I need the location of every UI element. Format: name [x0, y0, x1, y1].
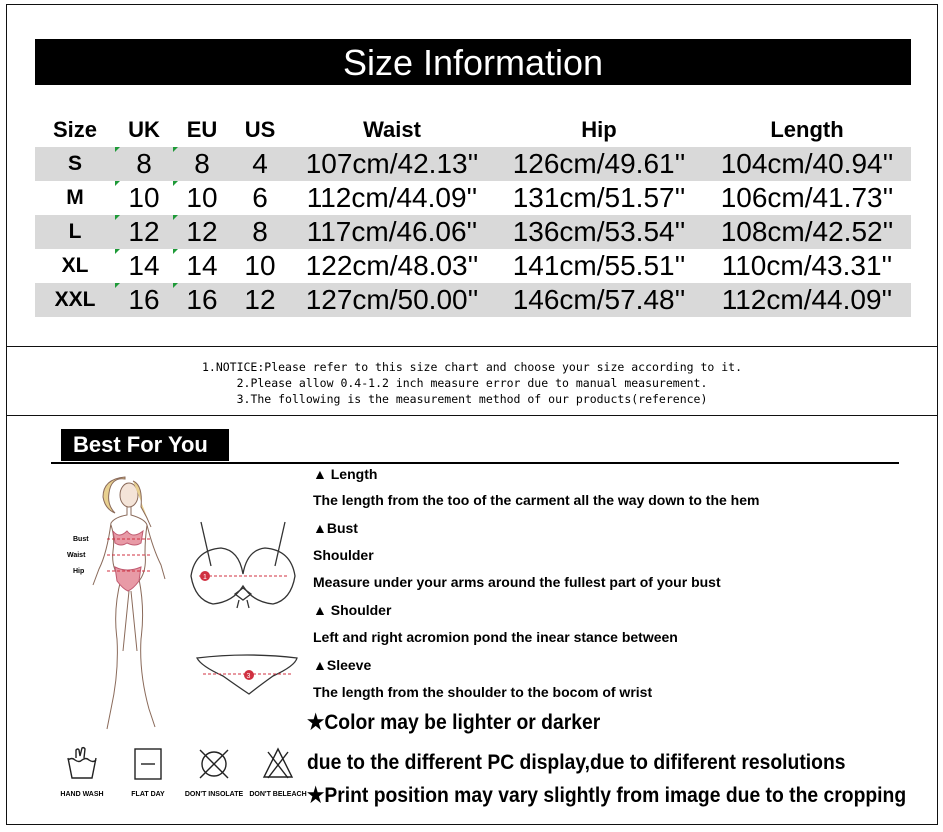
display-note: due to the different PC display,due to dififerent resolutions [307, 751, 846, 774]
size-cell: L [35, 215, 115, 249]
care-do-not-insulate [179, 746, 249, 798]
length-cell: 108cm/42.52'' [703, 215, 911, 249]
uk-cell: 12 [115, 215, 173, 249]
care-label: DON'T BELEACH [249, 791, 307, 798]
table-row [35, 147, 911, 181]
hip-badge: 3 [246, 673, 251, 680]
briefs-sketch-illustration [193, 652, 303, 698]
uk-cell: 16 [115, 283, 173, 317]
length-cell: 112cm/44.09'' [703, 283, 911, 317]
notice-line: 1.NOTICE:Please refer to this size chart and choose your size according to it. [201, 360, 743, 374]
uk-cell: 10 [115, 181, 173, 215]
length-cell: 110cm/43.31'' [721, 250, 893, 281]
col-header: US [244, 117, 276, 142]
us-cell: 8 [231, 215, 289, 249]
col-header: UK [128, 117, 160, 142]
col-header: EU [186, 117, 218, 142]
size-information-panel [6, 4, 938, 347]
size-cell: S [35, 147, 115, 181]
waist-cell: 117cm/46.06'' [289, 215, 495, 249]
sleeve-heading: ▲Sleeve [313, 657, 372, 673]
care-label: FLAT DAY [131, 791, 165, 798]
waist-label: Waist [67, 552, 86, 559]
best-for-you-tab: Best For You [61, 429, 229, 461]
notice-panel [6, 346, 938, 416]
care-label: DON'T INSOLATE [184, 791, 244, 798]
us-cell: 6 [252, 182, 268, 213]
bust-badge: 1 [203, 574, 207, 581]
hip-cell: 141cm/55.51'' [512, 250, 686, 281]
col-header: Size [52, 117, 98, 142]
do-not-bleach-icon [260, 746, 296, 782]
care-label: HAND WASH [60, 791, 104, 798]
bust-heading: ▲Bust [313, 520, 358, 536]
waist-cell: 127cm/50.00'' [289, 283, 495, 317]
uk-cell: 14 [115, 249, 173, 283]
hip-cell: 146cm/57.48'' [495, 283, 703, 317]
print-note: ★Print position may vary slightly from image due to the cropping [307, 784, 907, 807]
size-table-header [35, 113, 911, 147]
divider [51, 462, 899, 464]
table-row [35, 181, 911, 215]
eu-cell: 8 [173, 147, 231, 181]
do-not-insulate-icon [196, 746, 232, 782]
hip-label: Hip [73, 568, 85, 575]
bra-sketch-illustration [185, 516, 303, 616]
us-cell: 4 [231, 147, 289, 181]
eu-cell: 12 [173, 215, 231, 249]
notice-text [7, 359, 937, 407]
uk-cell: 8 [115, 147, 173, 181]
length-heading: ▲ Length [313, 466, 378, 482]
col-header: Hip [581, 117, 617, 142]
bust-subheading: Shoulder [313, 547, 374, 563]
size-cell: M [66, 186, 84, 209]
length-cell: 106cm/41.73'' [720, 182, 894, 213]
col-header: Length [770, 117, 844, 142]
table-row [35, 249, 911, 283]
col-header: Waist [363, 117, 421, 142]
eu-cell: 10 [173, 181, 231, 215]
notice-line: 3.The following is the measurement method of our products(reference) [236, 392, 708, 406]
waist-cell: 107cm/42.13'' [289, 147, 495, 181]
best-for-you-panel [6, 415, 938, 825]
size-cell: XL [61, 254, 89, 277]
size-information-title: Size Information [35, 39, 911, 85]
hip-cell: 136cm/53.54'' [495, 215, 703, 249]
eu-cell: 16 [173, 283, 231, 317]
care-flat-dry [113, 746, 183, 798]
care-hand-wash [47, 746, 117, 798]
shoulder-desc: Left and right acromion pond the inear stance between [313, 629, 678, 645]
size-cell: XXL [35, 283, 115, 317]
eu-cell: 14 [173, 249, 231, 283]
care-do-not-bleach [243, 746, 313, 798]
waist-cell: 112cm/44.09'' [306, 182, 478, 213]
hip-cell: 131cm/51.57'' [512, 182, 686, 213]
model-figure-illustration [67, 471, 187, 741]
us-cell: 12 [231, 283, 289, 317]
sleeve-desc: The length from the shoulder to the bocom of wrist [313, 684, 653, 700]
color-note: ★Color may be lighter or darker [307, 711, 601, 734]
table-row [35, 215, 911, 249]
length-desc: The length from the too of the carment all the way down to the hem [313, 492, 760, 508]
hand-wash-icon [64, 746, 100, 782]
bust-label: Bust [73, 536, 89, 543]
shoulder-heading: ▲ Shoulder [313, 602, 392, 618]
us-cell: 10 [244, 250, 276, 281]
bust-desc: Measure under your arms around the fullest part of your bust [313, 574, 721, 590]
hip-cell: 126cm/49.61'' [495, 147, 703, 181]
length-cell: 104cm/40.94'' [703, 147, 911, 181]
flat-dry-icon [130, 746, 166, 782]
size-table [35, 113, 911, 317]
waist-cell: 122cm/48.03'' [305, 250, 479, 281]
notice-line: 2.Please allow 0.4-1.2 inch measure error due to manual measurement. [236, 376, 708, 390]
table-row [35, 283, 911, 317]
